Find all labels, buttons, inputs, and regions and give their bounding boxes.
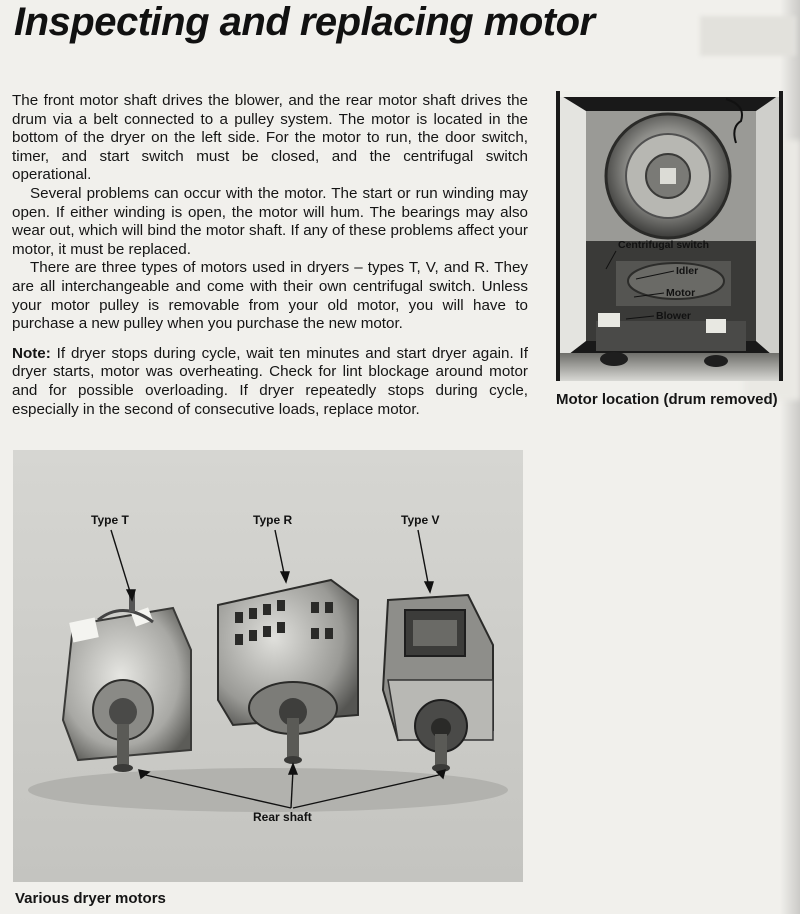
page-edge-shadow bbox=[780, 0, 800, 914]
dryer-cabinet-illustration bbox=[556, 91, 783, 381]
label-blower: Blower bbox=[656, 310, 692, 322]
label-type-v: Type V bbox=[401, 513, 440, 527]
motor-location-photo bbox=[556, 91, 783, 381]
label-rear-shaft: Rear shaft bbox=[253, 810, 312, 824]
label-centrifugal-switch: Centrifugal switch bbox=[618, 239, 710, 251]
label-motor: Motor bbox=[666, 287, 696, 299]
label-type-t: Type T bbox=[91, 513, 129, 527]
note-paragraph bbox=[12, 345, 528, 419]
bleed-through-smudge bbox=[700, 16, 796, 56]
label-idler: Idler bbox=[676, 265, 699, 277]
page-title: Inspecting and replacing motor bbox=[14, 0, 595, 44]
paragraph-2: Several problems can occur with the motor. The start or run winding may open. If either winding is open, the motor will hum. The bearings may also wear out, which will bind the motor shaft. If any of these problems affect your motor, it must be replaced. bbox=[12, 184, 528, 258]
dryer-motors-photo bbox=[13, 450, 523, 882]
paragraph-3: There are three types of motors used in dryers – types T, V, and R. They are all interchangeable and come with their own centrifugal switch. Unless your motor pulley is removable from your old motor, you will have to purchase a new pulley when you purchase the new motor. bbox=[12, 259, 528, 333]
dryer-motors-caption: Various dryer motors bbox=[15, 890, 166, 907]
note-text: If dryer stops during cycle, wait ten minutes and start dryer again. If dryer starts, motor was overheating. Check for lint blockage around motor and for possible overloading. If dryer repeatedly stops during cycle, especially in the second of consecutive loads, replace motor. bbox=[12, 344, 528, 418]
dryer-motors-illustration bbox=[13, 450, 523, 882]
label-type-r: Type R bbox=[253, 513, 293, 527]
paragraph-1: The front motor shaft drives the blower, and the rear motor shaft drives the drum via a belt connected to a pulley system. The motor is located in the bottom of the dryer on the left side. For the motor to run, the door switch, timer, and start switch must be closed, and the centrifugal switch operational. bbox=[12, 92, 528, 184]
note-label: Note: bbox=[12, 344, 51, 362]
motor-location-caption: Motor location (drum removed) bbox=[556, 391, 778, 408]
body-text bbox=[12, 92, 528, 419]
